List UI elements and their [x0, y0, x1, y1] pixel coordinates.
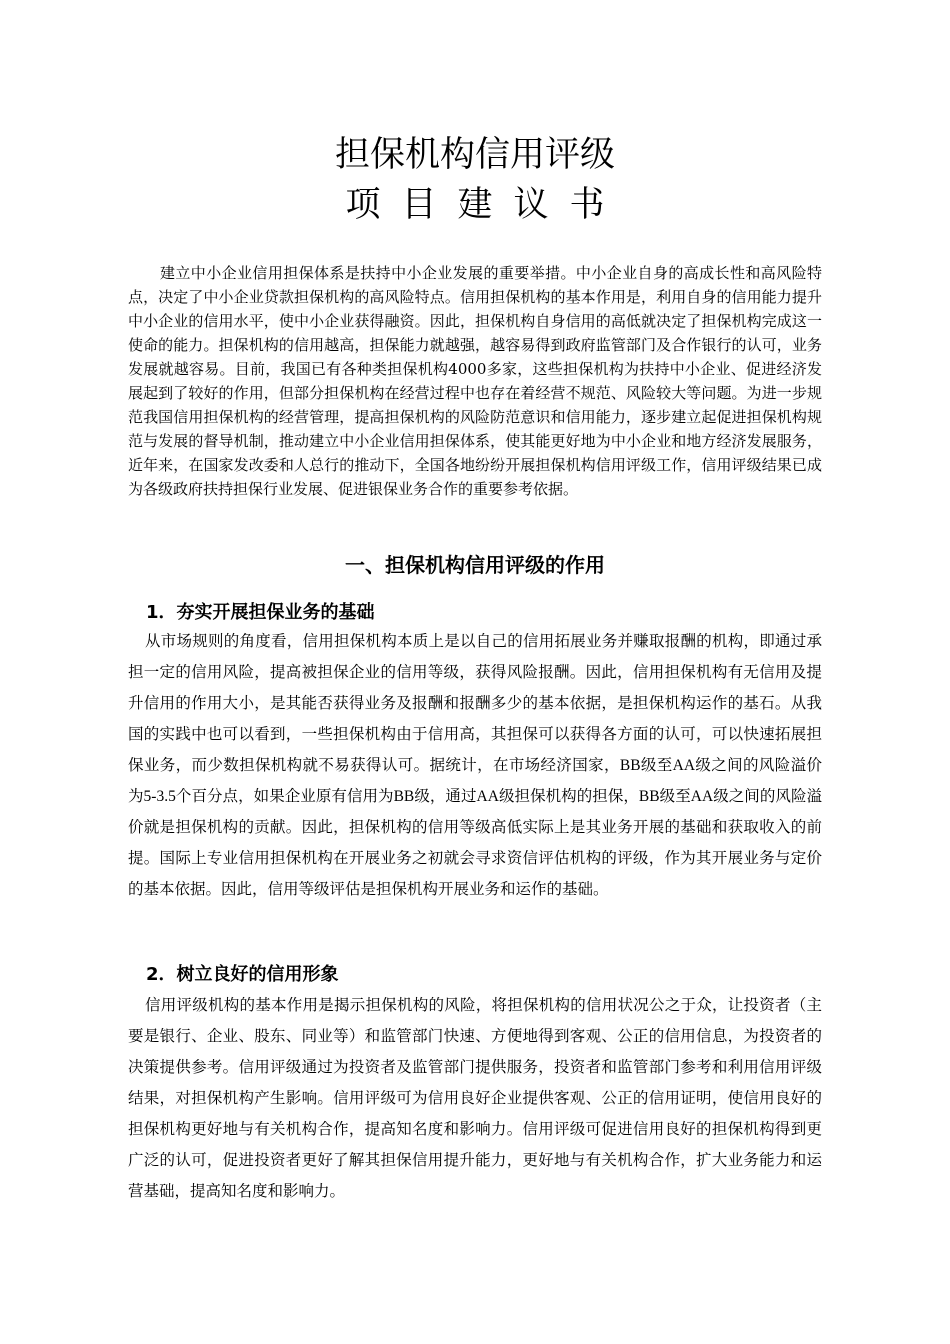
subsection-2-body: 信用评级机构的基本作用是揭示担保机构的风险，将担保机构的信用状况公之于众，让投资者（主要是银行、企业、股东、同业等）和监管部门快速、方便地得到客观、公正的信用信息，为投资者的决策提供参考。信用评级通过为投资者及监管部门提供服务，投资者和监管部门参考和利用信用评级结果，对担保机构产生影响。信用评级可为信用良好企业提供客观、公正的信用证明，使信用良好的担保机构更好地与有关机构合作，提高知名度和影响力。信用评级可促进信用良好的担保机构得到更广泛的认可，促进投资者更好了解其担保信用提升能力，更好地与有关机构合作，扩大业务能力和运营基础，提高知名度和影响力。 — [128, 997, 822, 1200]
subsection-1-heading: 1．夯实开展担保业务的基础 — [146, 602, 375, 623]
intro-paragraph: 建立中小企业信用担保体系是扶持中小企业发展的重要举措。中小企业自身的高成长性和高风险特点，决定了中小企业贷款担保机构的高风险特点。信用担保机构的基本作用是，利用自身的信用能力提升中小企业的信用水平，使中小企业获得融资。因此，担保机构自身信用的高低就决定了担保机构完成这一使命的能力。担保机构的信用越高，担保能力就越强，越容易得到政府监管部门及合作银行的认可，业务发展就越容易。目前，我国已有各种类担保机构4000多家，这些担保机构为扶持中小企业、促进经济发展起到了较好的作用，但部分担保机构在经营过程中也存在着经营不规范、风险较大等问题。为进一步规范我国信用担保机构的经营管理，提高担保机构的风险防范意识和信用能力，逐步建立起促进担保机构规范与发展的督导机制，推动建立中小企业信用担保体系，使其能更好地为中小企业和地方经济发展服务，近年来，在国家发改委和人总行的推动下，全国各地纷纷开展担保机构信用评级工作，信用评级结果已成为各级政府扶持担保行业发展、促进银保业务合作的重要参考依据。 — [128, 264, 822, 498]
document-title: 担保机构信用评级 — [334, 135, 615, 175]
subsection-1-body: 从市场规则的角度看，信用担保机构本质上是以自己的信用拓展业务并赚取报酬的机构，即通过承担一定的信用风险，提高被担保企业的信用等级，获得风险报酬。因此，信用担保机构有无信用及提升信用的作用大小，是其能否获得业务及报酬和报酬多少的基本依据，是担保机构运作的基石。从我国的实践中也可以看到，一些担保机构由于信用高，其担保可以获得各方面的认可，可以快速拓展担保业务，而少数担保机构就不易获得认可。据统计，在市场经济国家，BB级至AA级之间的风险溢价为5-3.5个百分点，如果企业原有信用为BB级，通过AA级担保机构的担保，BB级至AA级之间的风险溢价就是担保机构的贡献。因此，担保机构的信用等级高低实际上是其业务开展的基础和获取收入的前提。国际上专业信用担保机构在开展业务之初就会寻求资信评估机构的评级，作为其开展业务与定价的基本依据。因此，信用等级评估是担保机构开展业务和运作的基础。 — [128, 633, 822, 898]
document-subtitle: 项目建议书 — [345, 185, 626, 225]
subsection-2-heading: 2．树立良好的信用形象 — [146, 964, 339, 985]
section-heading: 一、担保机构信用评级的作用 — [345, 553, 605, 577]
